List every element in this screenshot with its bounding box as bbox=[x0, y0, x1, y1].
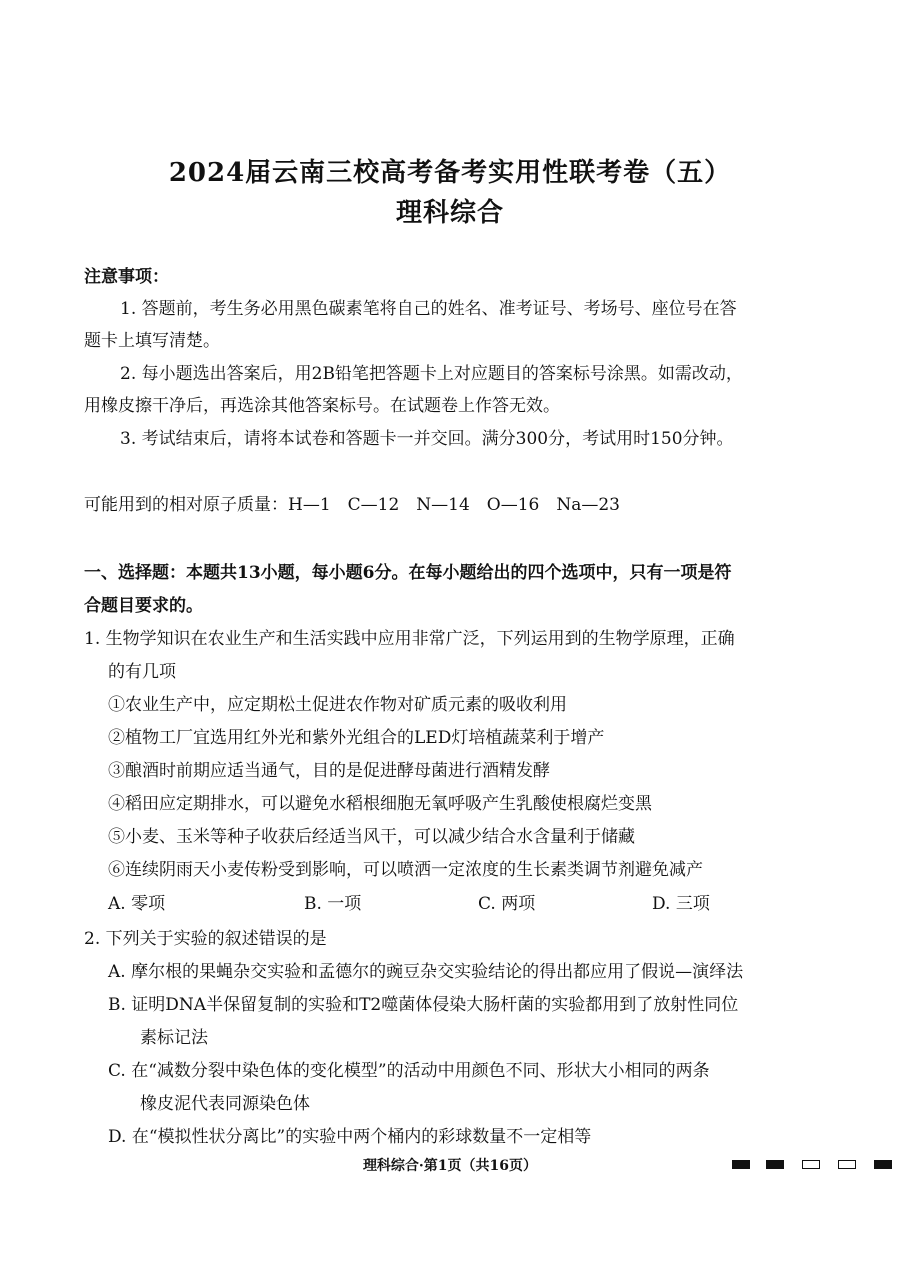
q2-option-b-cont: 素标记法 bbox=[140, 1028, 208, 1048]
q2-option-a: A. 摩尔根的果蝇杂交实验和孟德尔的豌豆杂交实验结论的得出都应用了假说—演绎法 bbox=[108, 962, 744, 982]
notice-item-3: 3. 考试结束后，请将本试卷和答题卡一并交回。满分300分，考试用时150分钟。 bbox=[120, 429, 734, 449]
atomic-mass-line: 可能用到的相对原子质量：H—1 C—12 N—14 O—16 Na—23 bbox=[84, 495, 620, 515]
filled-marker bbox=[766, 1160, 784, 1169]
filled-marker bbox=[732, 1160, 750, 1169]
q2-option-c: C. 在“减数分裂中染色体的变化模型”的活动中用颜色不同、形状大小相同的两条 bbox=[108, 1061, 710, 1081]
empty-marker bbox=[838, 1160, 856, 1169]
section-heading-cont: 合题目要求的。 bbox=[84, 596, 203, 616]
q1-item: ④稻田应定期排水，可以避免水稻根细胞无氧呼吸产生乳酸使根腐烂变黑 bbox=[108, 794, 652, 814]
notice-heading: 注意事项： bbox=[84, 267, 169, 287]
q2-option-d: D. 在“模拟性状分离比”的实验中两个桶内的彩球数量不一定相等 bbox=[108, 1127, 592, 1147]
q1-item: ⑥连续阴雨天小麦传粉受到影响，可以喷洒一定浓度的生长素类调节剂避免减产 bbox=[108, 860, 703, 880]
q1-item: ②植物工厂宜选用红外光和紫外光组合的LED灯培植蔬菜利于增产 bbox=[108, 728, 605, 748]
notice-item-1: 1. 答题前，考生务必用黑色碳素笔将自己的姓名、准考证号、考场号、座位号在答 bbox=[120, 299, 737, 319]
q2-stem: 2. 下列关于实验的叙述错误的是 bbox=[84, 929, 327, 949]
section-heading: 一、选择题：本题共13小题，每小题6分。在每小题给出的四个选项中，只有一项是符 bbox=[84, 563, 732, 583]
exam-title: 2024届云南三校高考备考实用性联考卷（五） bbox=[168, 158, 732, 188]
q1-item: ③酿酒时前期应适当通气，目的是促进酵母菌进行酒精发酵 bbox=[108, 761, 550, 781]
q1-option-d: D. 三项 bbox=[652, 894, 710, 914]
q1-stem: 1. 生物学知识在农业生产和生活实践中应用非常广泛，下列运用到的生物学原理，正确 bbox=[84, 629, 735, 649]
q2-option-c-cont: 橡皮泥代表同源染色体 bbox=[140, 1094, 310, 1114]
notice-item-2-cont: 用橡皮擦干净后，再选涂其他答案标号。在试题卷上作答无效。 bbox=[84, 396, 560, 416]
q1-option-c: C. 两项 bbox=[478, 894, 536, 914]
q1-option-a: A. 零项 bbox=[108, 894, 166, 914]
page-footer: 理科综合·第1页（共16页） bbox=[362, 1158, 538, 1174]
q1-item: ①农业生产中，应定期松土促进农作物对矿质元素的吸收利用 bbox=[108, 695, 567, 715]
empty-marker bbox=[802, 1160, 820, 1169]
q1-item: ⑤小麦、玉米等种子收获后经适当风干，可以减少结合水含量利于储藏 bbox=[108, 827, 635, 847]
filled-marker bbox=[874, 1160, 892, 1169]
notice-item-1-cont: 题卡上填写清楚。 bbox=[84, 331, 220, 351]
exam-subtitle: 理科综合 bbox=[395, 198, 504, 228]
q1-stem-cont: 的有几项 bbox=[108, 662, 176, 682]
q2-option-b: B. 证明DNA半保留复制的实验和T2噬菌体侵染大肠杆菌的实验都用到了放射性同位 bbox=[108, 995, 739, 1015]
q1-option-b: B. 一项 bbox=[304, 894, 362, 914]
notice-item-2: 2. 每小题选出答案后，用2B铅笔把答题卡上对应题目的答案标号涂黑。如需改动， bbox=[120, 364, 743, 384]
